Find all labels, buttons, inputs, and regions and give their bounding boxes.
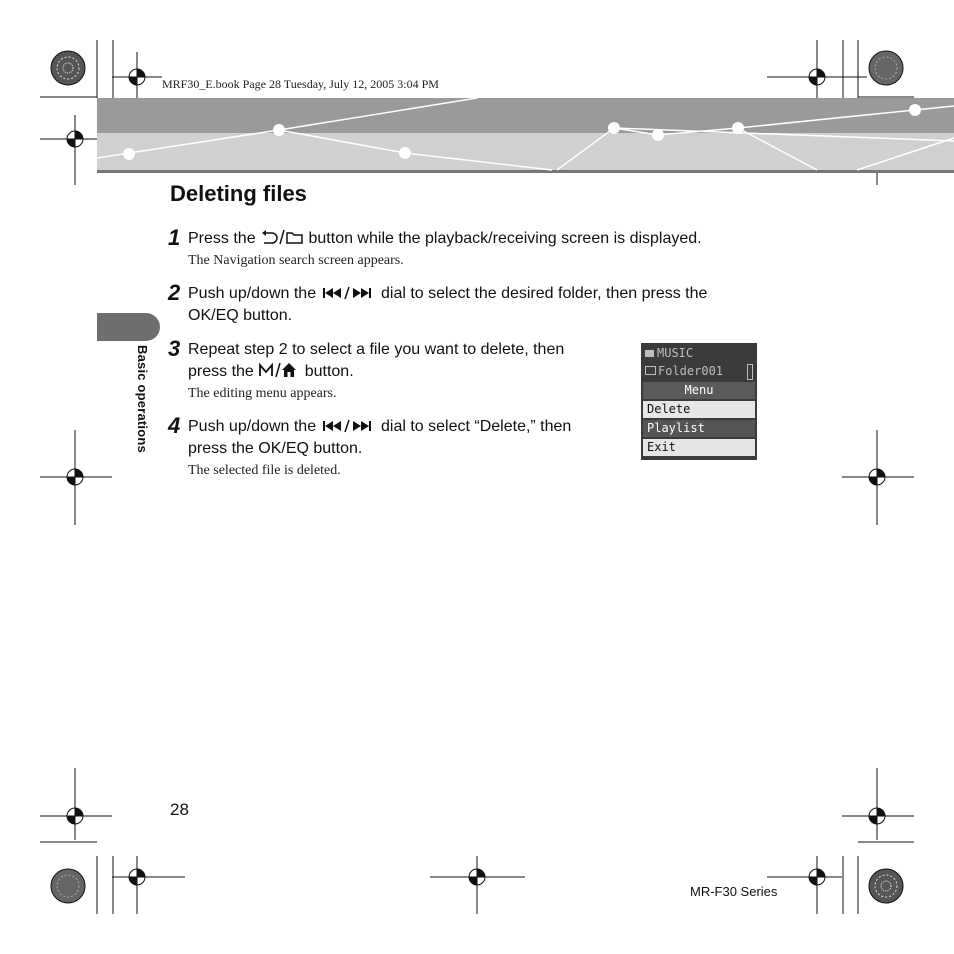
step-4-result: The selected file is deleted.: [188, 463, 341, 478]
section-tab: [97, 313, 160, 341]
step-2-text: Push up/down the dial to select the desired folder, then press the: [188, 285, 708, 302]
folder-icon: [645, 366, 656, 375]
header-banner: [97, 98, 954, 173]
skip-icon: [321, 419, 377, 433]
scroll-arrow-icon: [747, 364, 753, 380]
step-3-result: The editing menu appears.: [188, 386, 337, 401]
screen-row-folder: Folder001: [643, 363, 755, 380]
screen-menu-header: Menu: [643, 382, 755, 399]
step-3-text-line2: press the button.: [188, 363, 354, 380]
back-folder-icon: [260, 229, 304, 245]
folder-icon: [645, 350, 654, 357]
step-2-text-line2: OK/EQ button.: [188, 307, 293, 324]
step-2-number: 2: [168, 280, 181, 305]
book-header-line: MRF30_E.book Page 28 Tuesday, July 12, 2005 3:04 PM: [162, 77, 439, 91]
step-1-number: 1: [168, 225, 181, 250]
device-screen: [641, 343, 757, 460]
series-name: MR-F30 Series: [690, 884, 778, 899]
page-number: 28: [170, 800, 189, 819]
step-3-number: 3: [168, 336, 181, 361]
menu-home-icon: [258, 362, 300, 378]
screen-menu-playlist: Playlist: [643, 420, 755, 437]
step-4-text-line2: press the OK/EQ button.: [188, 440, 363, 457]
screen-menu-delete: Delete: [643, 401, 755, 418]
step-4-number: 4: [168, 413, 181, 438]
screen-row-music: MUSIC: [643, 345, 755, 362]
screen-menu-exit: Exit: [643, 439, 755, 456]
step-1-text: Press the button while the playback/receiving screen is displayed.: [188, 230, 702, 247]
step-4-text: Push up/down the dial to select “Delete,” then: [188, 418, 572, 435]
section-label: Basic operations: [135, 345, 150, 453]
page-title: Deleting files: [170, 181, 307, 206]
skip-icon: [321, 286, 377, 300]
step-1-result: The Navigation search screen appears.: [188, 253, 404, 268]
step-3-text-line1: Repeat step 2 to select a file you want to delete, then: [188, 341, 565, 358]
